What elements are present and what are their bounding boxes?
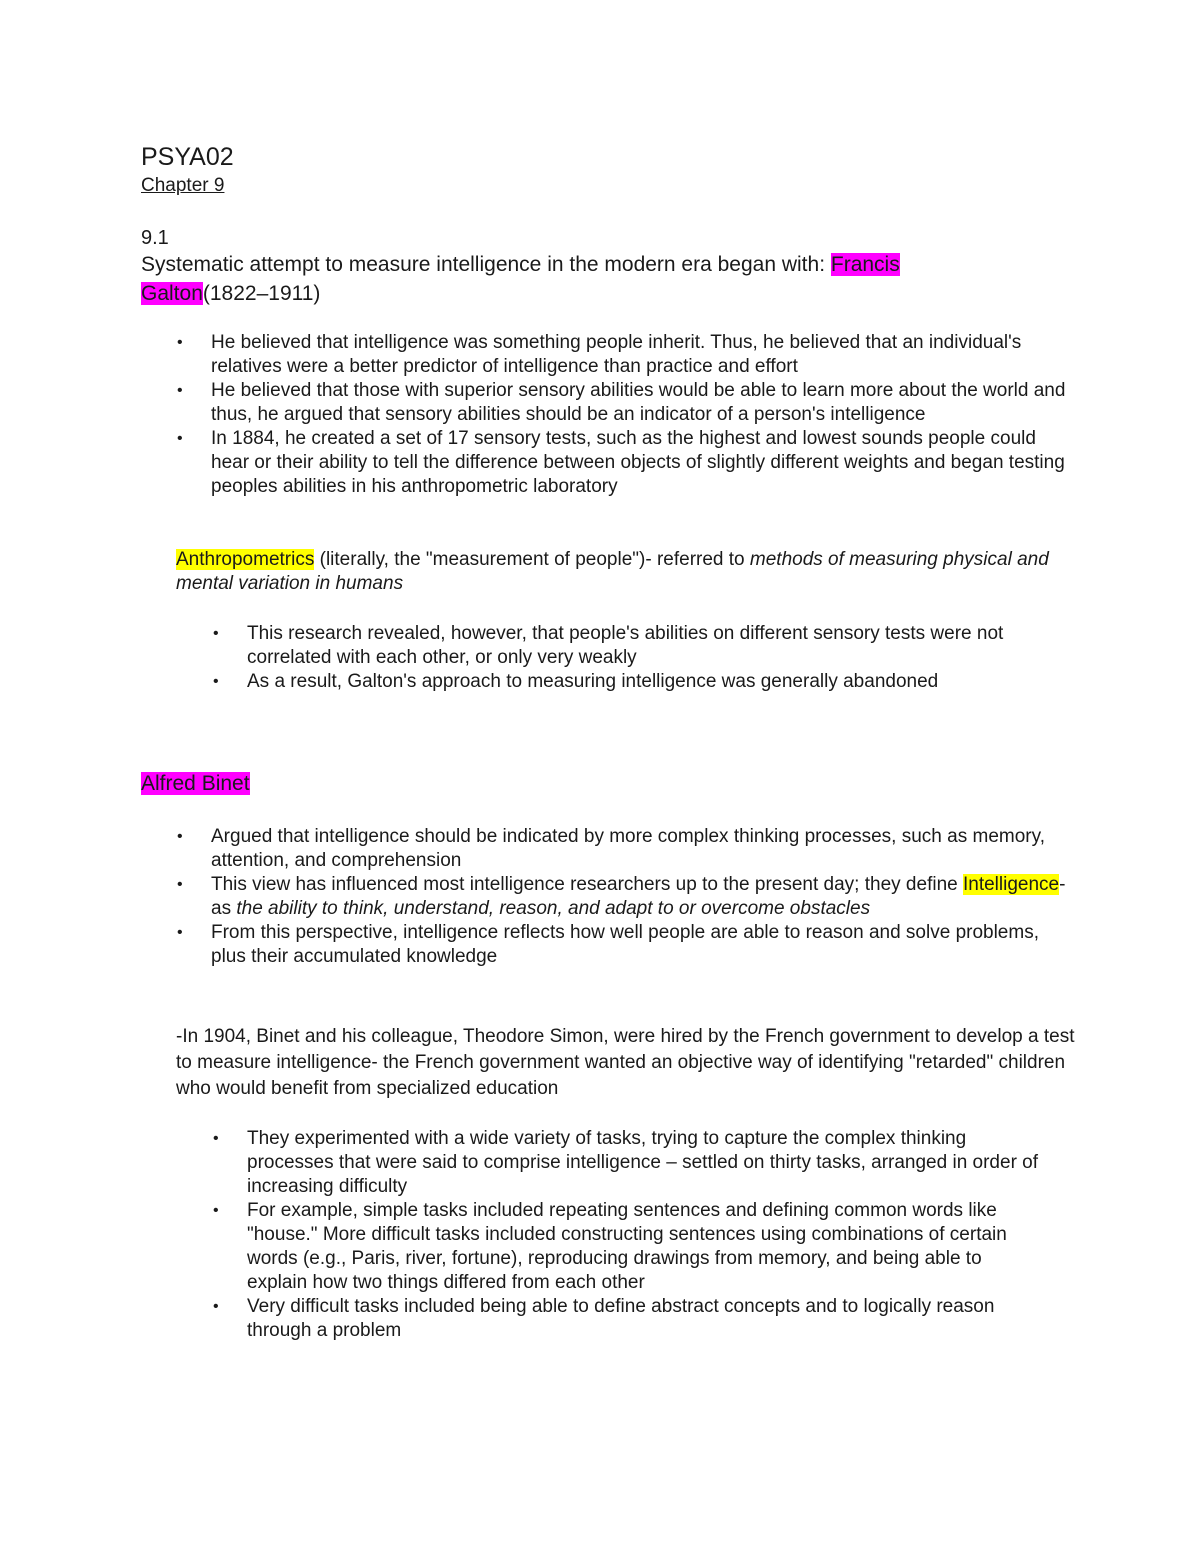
list-item bbox=[177, 825, 1071, 873]
bullet-icon: • bbox=[213, 1202, 219, 1219]
list-item bbox=[177, 331, 1071, 379]
list-item bbox=[213, 1199, 1047, 1295]
intro-paragraph bbox=[141, 250, 1021, 308]
intro-text: Systematic attempt to measure intelligence in the modern era began with: bbox=[141, 253, 831, 276]
section-number: 9.1 bbox=[141, 227, 169, 249]
bullet-icon: • bbox=[177, 828, 183, 845]
bullet-icon: • bbox=[177, 382, 183, 399]
list-item-text: They experimented with a wide variety of tasks, trying to capture the complex thinking processes that were said to comprise intelligence – settled on thirty tasks, arranged in order of increasing difficulty bbox=[247, 1128, 1039, 1197]
bullet-icon: • bbox=[177, 876, 183, 893]
anthropometrics-bullet-list bbox=[213, 622, 1067, 694]
list-item-text: He believed that intelligence was something people inherit. Thus, he believed that an individual's relatives were a better predictor of intelligence than practice and effort bbox=[211, 332, 1022, 377]
galton-bullet-list bbox=[177, 331, 1071, 499]
definition-connector: - as bbox=[211, 874, 1066, 919]
list-item-text: As a result, Galton's approach to measuring intelligence was generally abandoned bbox=[247, 671, 939, 692]
list-item-text: This research revealed, however, that people's abilities on different sensory tests were not correlated with each other, or only very weakly bbox=[247, 623, 1004, 668]
list-item bbox=[213, 622, 1067, 670]
list-item-text: Argued that intelligence should be indicated by more complex thinking processes, such as memory, attention, and comprehension bbox=[211, 826, 1045, 871]
list-item bbox=[177, 873, 1071, 921]
highlight-anthropometrics: Anthropometrics bbox=[176, 549, 315, 570]
document-title: PSYA02 bbox=[141, 143, 234, 171]
highlight-galton: Galton bbox=[141, 282, 203, 305]
definition-text: methods of measuring physical and mental variation in humans bbox=[176, 549, 1049, 594]
chapter-heading: Chapter 9 bbox=[141, 175, 225, 196]
bullet-icon: • bbox=[177, 924, 183, 941]
bullet-icon: • bbox=[213, 673, 219, 690]
list-item-text: In 1884, he created a set of 17 sensory tests, such as the highest and lowest sounds people could hear or their ability to tell the difference between objects of slightly different weights and began testing peoples abilities in his anthropometric laboratory bbox=[211, 428, 1065, 497]
list-item bbox=[213, 1127, 1047, 1199]
bullet-icon: • bbox=[213, 1298, 219, 1315]
highlight-francis: Francis bbox=[830, 253, 900, 276]
binet-heading bbox=[141, 770, 250, 798]
definition-connector: (literally, the "measurement of people")- referred to bbox=[314, 549, 750, 570]
list-item-text: For example, simple tasks included repeating sentences and defining common words like "house." More difficult tasks included constructing sentences using combinations of certain words (e.g., Paris, river, fortune), reproducing drawings from memory, and being able to explain how two things differed from each other bbox=[247, 1200, 1007, 1293]
bullet-icon: • bbox=[213, 625, 219, 642]
list-item bbox=[213, 1295, 1047, 1343]
list-item bbox=[177, 921, 1071, 969]
list-item-text: This view has influenced most intelligence researchers up to the present day; they define bbox=[211, 874, 963, 895]
list-item-text: From this perspective, intelligence reflects how well people are able to reason and solve problems, plus their accumulated knowledge bbox=[211, 922, 1039, 967]
list-item-text: He believed that those with superior sensory abilities would be able to learn more about the world and thus, he argued that sensory abilities should be an indicator of a person's intelligence bbox=[211, 380, 1066, 425]
bullet-icon: • bbox=[213, 1130, 219, 1147]
highlight-alfred-binet: Alfred Binet bbox=[141, 772, 250, 795]
binet-simon-paragraph: -In 1904, Binet and his colleague, Theodore Simon, were hired by the French government to develop a test to measure intelligence- the French government wanted an objective way of identifying "retarded" children who would benefit from specialized education bbox=[176, 1026, 1075, 1099]
intro-dates: (1822–1911) bbox=[202, 282, 321, 305]
list-item bbox=[177, 427, 1071, 499]
highlight-intelligence: Intelligence bbox=[962, 874, 1060, 895]
tasks-bullet-list bbox=[213, 1127, 1047, 1343]
list-item bbox=[213, 670, 1067, 694]
list-item-text: Very difficult tasks included being able to define abstract concepts and to logically reason through a problem bbox=[247, 1296, 995, 1341]
list-item bbox=[177, 379, 1071, 427]
binet-bullet-list bbox=[177, 825, 1071, 969]
definition-text: the ability to think, understand, reason, and adapt to or overcome obstacles bbox=[236, 898, 871, 919]
bullet-icon: • bbox=[177, 334, 183, 351]
anthropometrics-definition bbox=[176, 548, 1056, 596]
bullet-icon: • bbox=[177, 430, 183, 447]
